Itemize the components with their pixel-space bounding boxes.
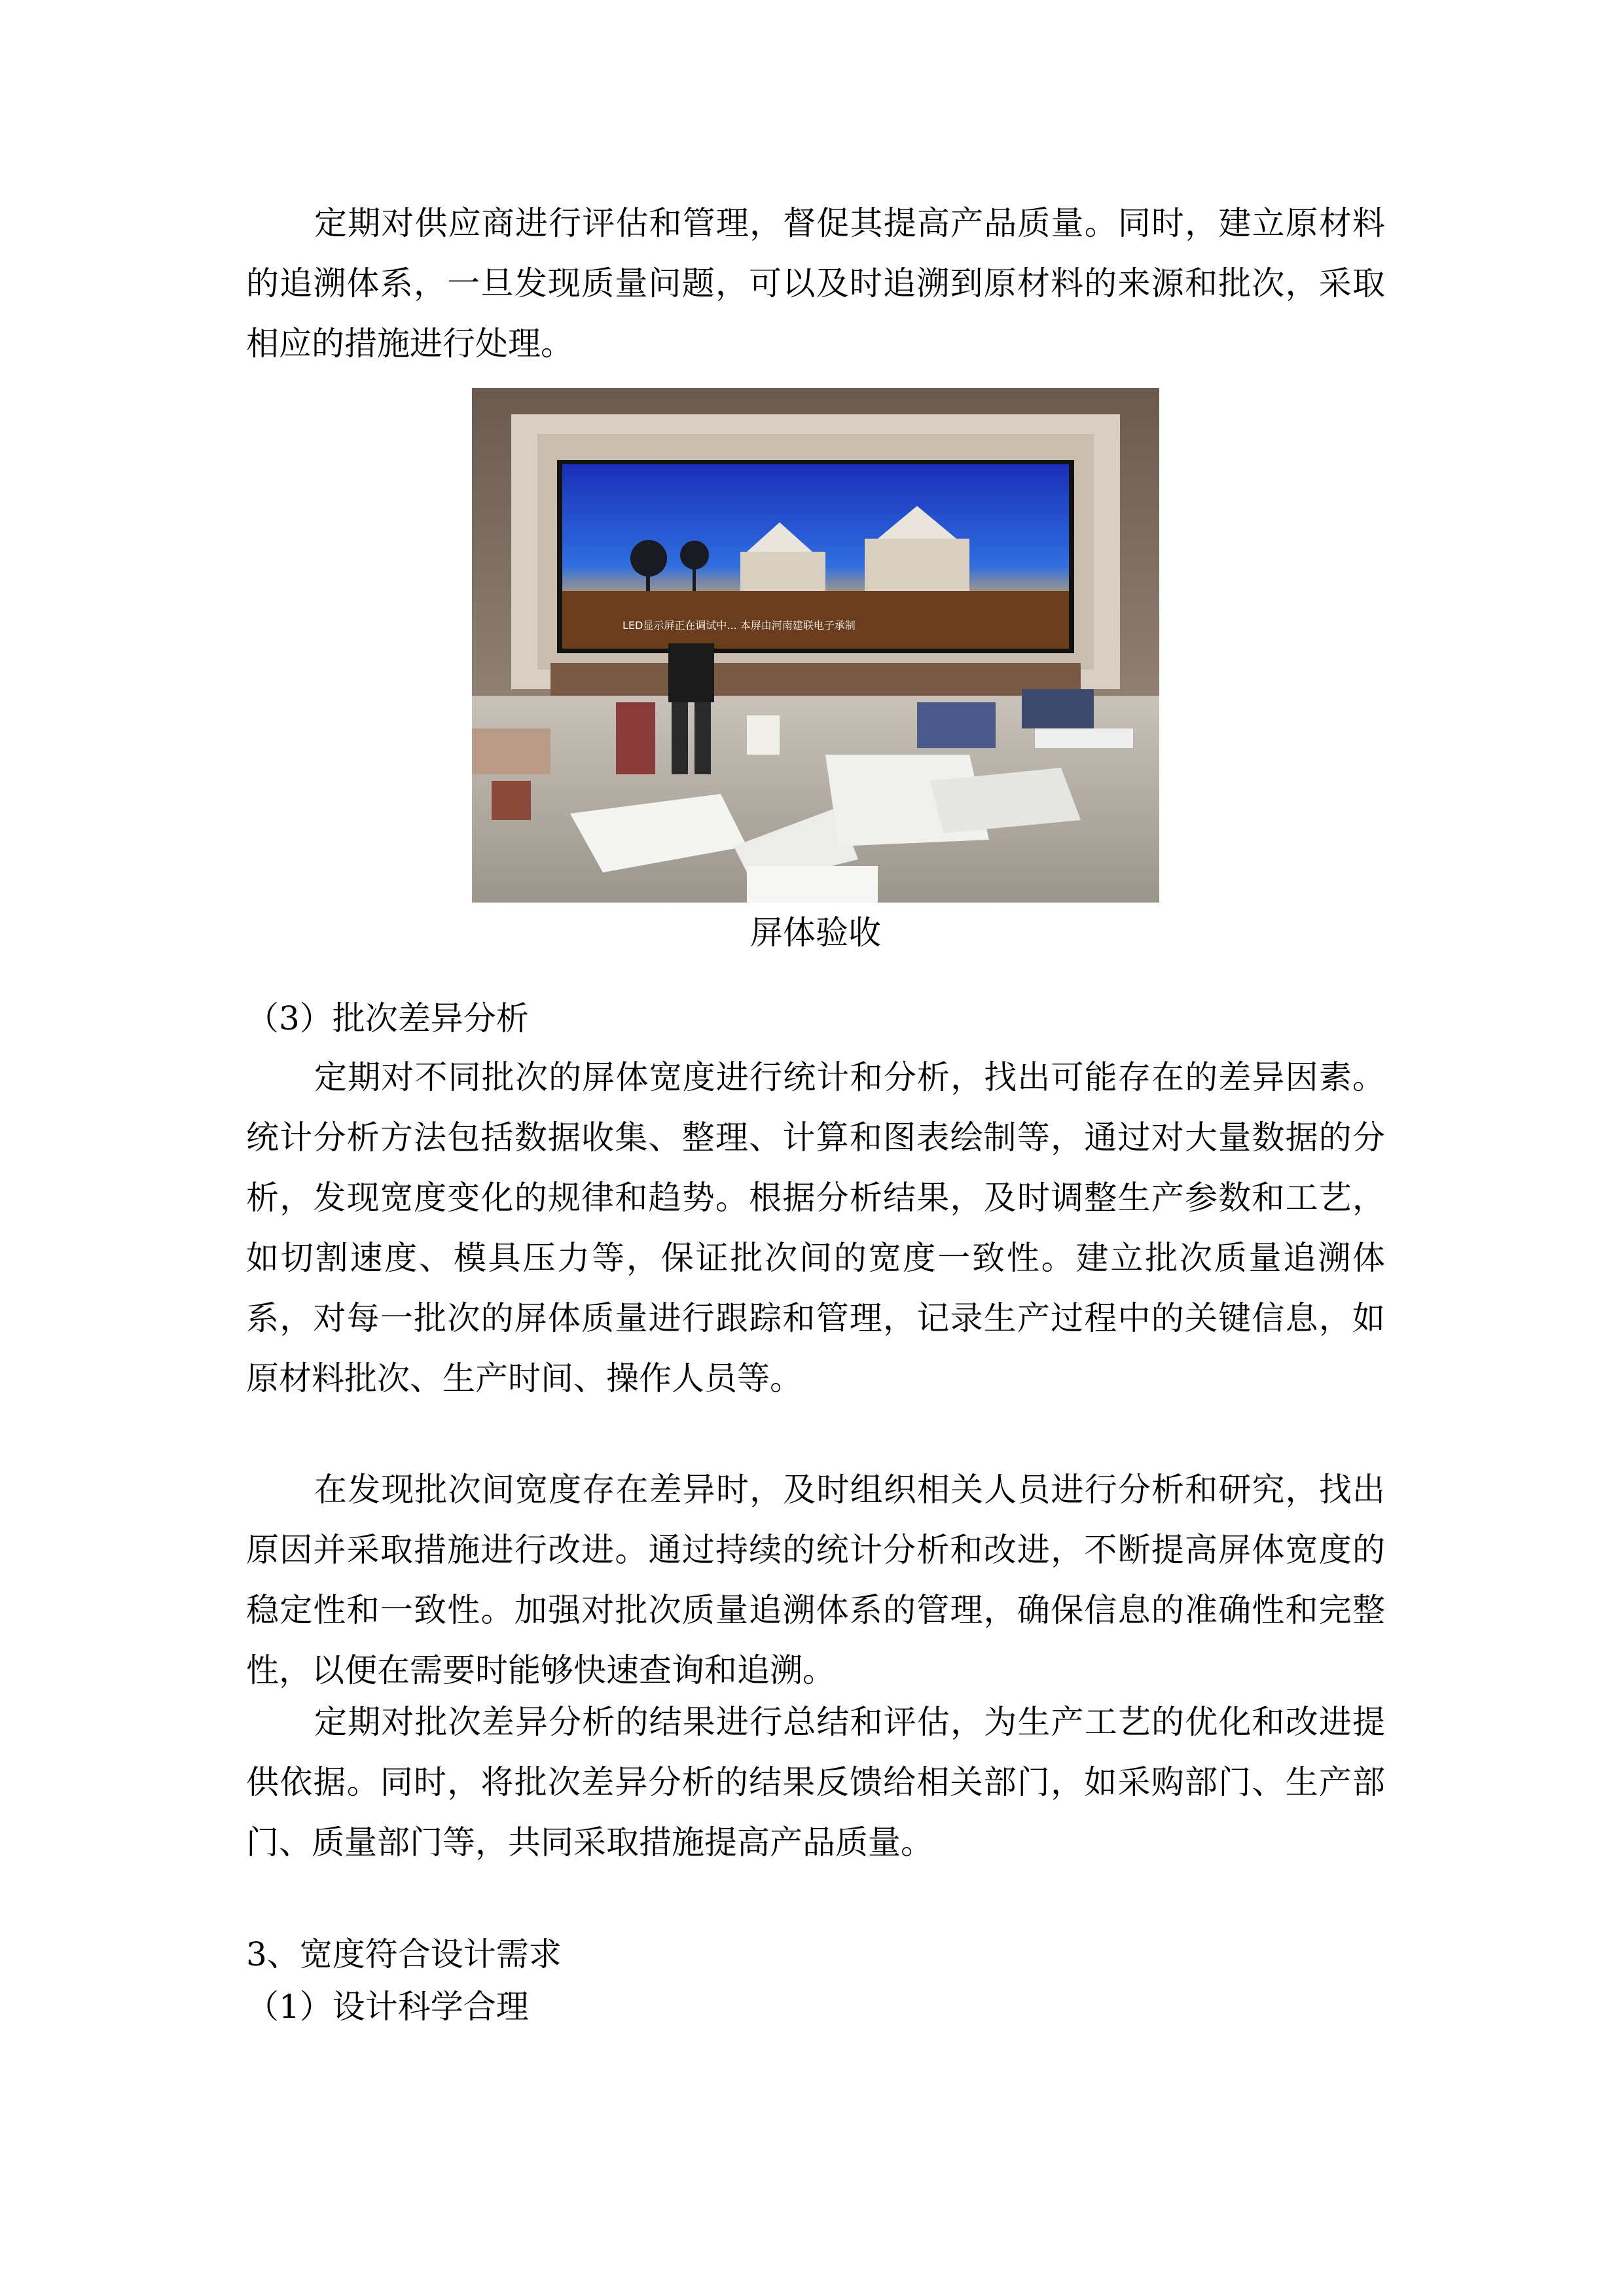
figure-caption: 屏体验收 bbox=[750, 914, 881, 952]
paragraph-batch-improvement: 在发现批次间宽度存在差异时，及时组织相关人员进行分析和研究，找出原因并采取措施进行改进。通过持续的统计分析和改进，不断提高屏体宽度的稳定性和一致性。加强对批次质量追溯体系的管理，确保信息的准确性和完整性，以便在需要时能够快速查询和追溯。 bbox=[246, 1471, 1385, 1689]
paragraph-batch-summary: 定期对批次差异分析的结果进行总结和评估，为生产工艺的优化和改进提供依据。同时，将批次差异分析的结果反馈给相关部门，如采购部门、生产部门、质量部门等，共同采取措施提高产品质量。 bbox=[246, 1703, 1385, 1861]
worker-figure bbox=[668, 643, 714, 702]
screen-scroll-text: LED显示屏正在调试中... 本屏由河南建联电子承制 bbox=[623, 619, 856, 632]
heading-design-rational: （1）设计科学合理 bbox=[246, 1988, 529, 2026]
heading-width-requirements: 3、宽度符合设计需求 bbox=[246, 1935, 562, 1973]
paragraph-batch-statistics: 定期对不同批次的屏体宽度进行统计和分析，找出可能存在的差异因素。统计分析方法包括数据收集、整理、计算和图表绘制等，通过对大量数据的分析，发现宽度变化的规律和趋势。根据分析结果，及时调整生产参数和工艺，如切割速度、模具压力等，保证批次间的宽度一致性。建立批次质量追溯体系，对每一批次的屏体质量进行跟踪和管理，记录生产过程中的关键信息，如原材料批次、生产时间、操作人员等。 bbox=[246, 1058, 1385, 1397]
screen-acceptance-photo bbox=[472, 388, 1159, 903]
paragraph-supplier-management: 定期对供应商进行评估和管理，督促其提高产品质量。同时，建立原材料的追溯体系，一旦发现质量问题，可以及时追溯到原材料的来源和批次，采取相应的措施进行处理。 bbox=[246, 204, 1385, 363]
heading-batch-analysis: （3）批次差异分析 bbox=[246, 999, 529, 1037]
